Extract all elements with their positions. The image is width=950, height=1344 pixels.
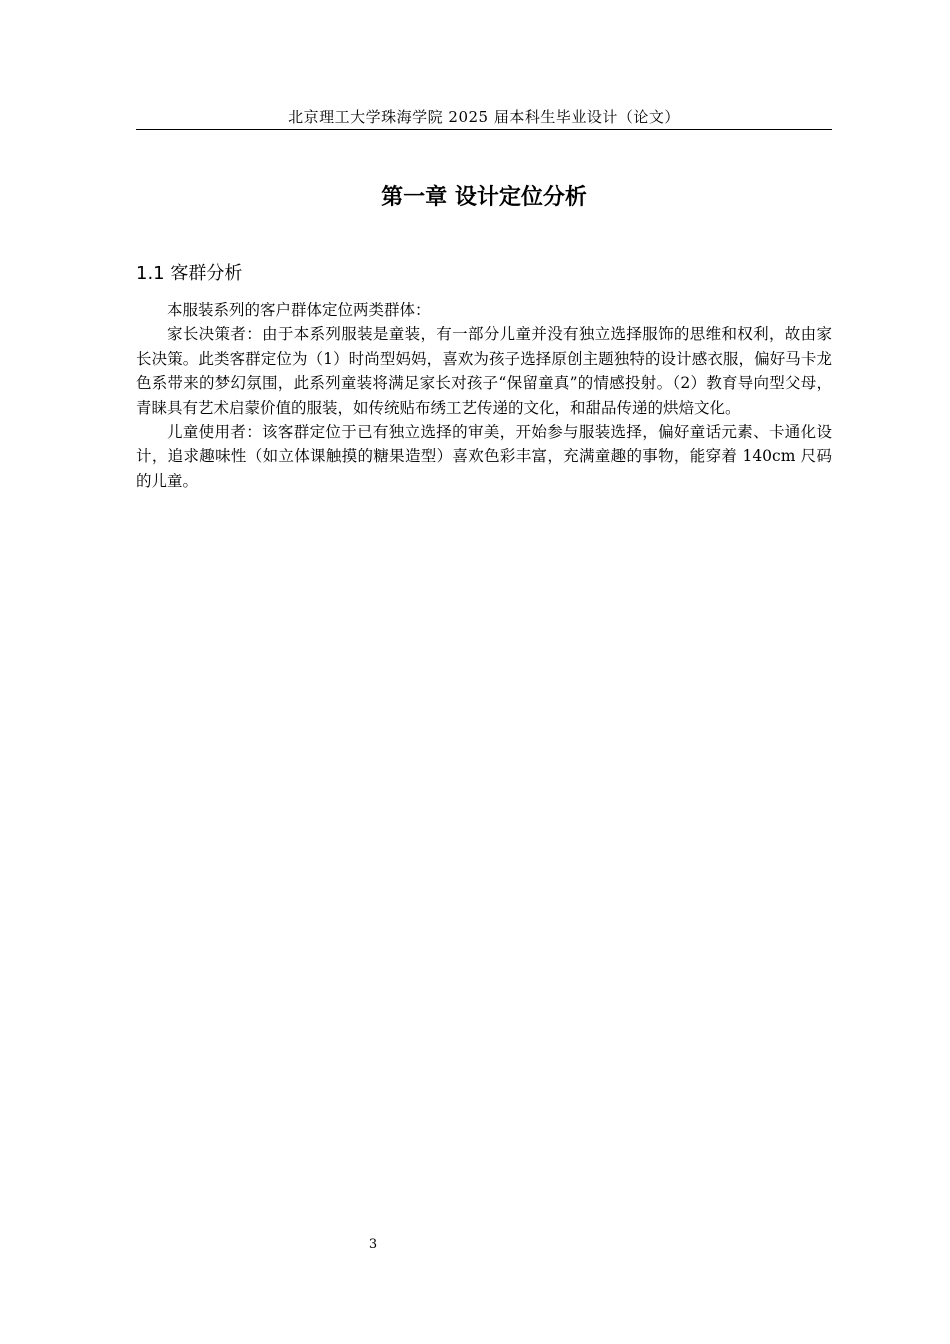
paragraph-child-users: 儿童使用者：该客群定位于已有独立选择的审美，开始参与服装选择，偏好童话元素、卡通化设计，追求趣味性（如立体课触摸的糖果造型）喜欢色彩丰富，充满童趣的事物，能穿着 140cm 尺码的儿童。 [136,423,832,490]
paragraph-intro: 本服装系列的客户群体定位两类群体： [167,301,431,319]
body-text [136,298,832,493]
page-number [0,1236,950,1254]
section-heading: 1.1 客群分析 [136,263,243,284]
header-rule [136,129,832,130]
paragraph-parent-decision-makers: 家长决策者：由于本系列服装是童装，有一部分儿童并没有独立选择服饰的思维和权利，故由家长决策。此类客群定位为（1）时尚型妈妈，喜欢为孩子选择原创主题独特的设计感衣服，偏好马卡龙色系带来的梦幻氛围，此系列童装将满足家长对孩子“保留童真”的情感投射。（2）教育导向型父母，青睐具有艺术启蒙价值的服装，如传统贴布绣工艺传递的文化，和甜品传递的烘焙文化。 [136,325,832,417]
running-header: 北京理工大学珠海学院 2025 届本科生毕业设计（论文） [288,108,680,126]
chapter-title: 第一章 设计定位分析 [381,185,587,210]
page-number-text: 3 [368,1237,378,1252]
